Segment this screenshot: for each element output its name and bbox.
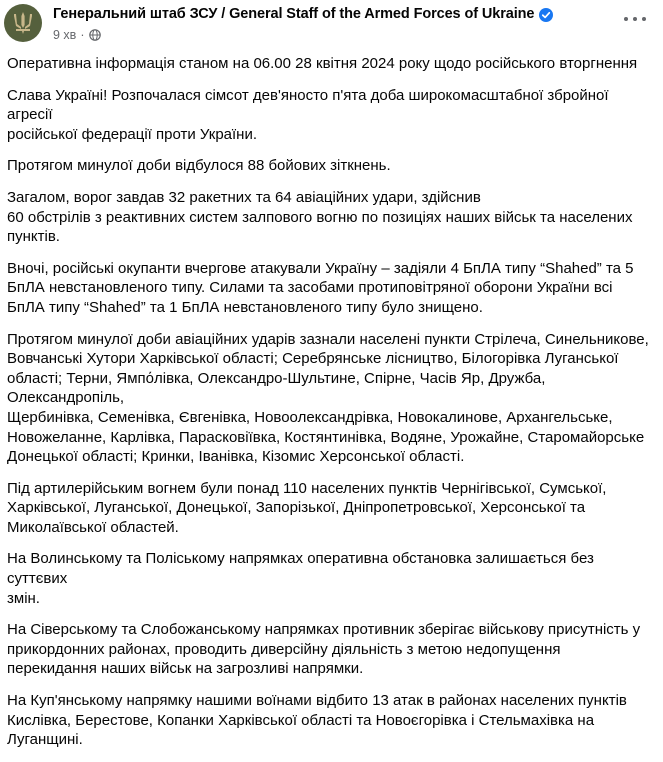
post-line: БпЛА типу “Shahed” та 1 БпЛА невстановленого типу було знищено.: [7, 298, 483, 316]
post-line: Харківської, Луганської, Донецької, Запорізької, Дніпропетровської, Херсонської та: [7, 499, 586, 517]
page-avatar[interactable]: [4, 4, 42, 42]
post-line: області; Терни, Ямпόлівка, Олександро-Шультине, Спірне, Часів Яр, Дружба, Олександропіль,: [7, 369, 546, 407]
meta-separator: ·: [80, 28, 85, 42]
post-line: Новожеланне, Карлівка, Парасковіївка, Костянтинівка, Водяне, Урожайне, Старомайорське: [7, 428, 645, 446]
post-line: Слава Україні! Розпочалася сімсот дев'яносто п'ята доба широкомасштабної збройної агресії: [7, 86, 609, 124]
post-line: Оперативна інформація станом на 06.00 28 квітня 2024 року щодо російського вторгнення: [7, 55, 638, 72]
post-paragraph: [7, 156, 653, 176]
globe-icon: [89, 29, 101, 41]
post-paragraph: [7, 479, 653, 538]
post-line: російської федерації проти України.: [7, 125, 258, 143]
post-line: БпЛА невстановленого типу. Силами та засобами протиповітряної оборони України всі: [7, 279, 613, 297]
post-line: 60 обстрілів з реактивних систем залпового вогню по позиціях наших військ та населених: [7, 208, 633, 226]
post-meta: [53, 28, 101, 42]
post-line: На Куп'янському напрямку нашими воїнами відбито 13 атак в районах населених пунктів: [7, 692, 627, 710]
post-paragraph: [7, 691, 653, 750]
post-line: прикордонних районах, проводить диверсійну діяльність з метою недопущення: [7, 640, 561, 658]
page-name[interactable]: Генеральний штаб ЗСУ / General Staff of the Armed Forces of Ukraine: [53, 6, 535, 22]
post-line: Вночі, російські окупанти вчергове атакували Україну – задіяли 4 БпЛА типу “Shahed” та 5: [7, 259, 634, 277]
post-header: [0, 0, 663, 50]
post-text: [7, 54, 653, 762]
post-line: Протягом минулої доби авіаційних ударів зазнали населені пункти Стрілеча, Синельникове,: [7, 330, 649, 348]
post-paragraph: [7, 54, 653, 74]
post-paragraph: [7, 330, 653, 467]
post-line: Щербинівка, Семенівка, Євгенівка, Новоолександрівка, Новокалинове, Архангельське,: [7, 408, 613, 426]
trident-emblem-icon: [11, 10, 35, 36]
post-line: змін.: [7, 589, 40, 607]
post-line: Загалом, ворог завдав 32 ракетних та 64 авіаційних удари, здійснив: [7, 188, 481, 206]
post-line: Протягом минулої доби відбулося 88 бойових зіткнень.: [7, 157, 391, 175]
post-time[interactable]: 9 хв: [53, 28, 77, 42]
post-line: пунктів.: [7, 228, 60, 246]
post-line: На Сіверському та Слобожанському напрямках противник зберігає військову присутність у: [7, 621, 641, 639]
post-paragraph: [7, 549, 653, 608]
post-line: перекидання наших військ на загрозливі напрямки.: [7, 660, 364, 678]
post-line: Вовчанські Хутори Харківської області; Серебрянське лісництво, Білогорівка Луганської: [7, 350, 619, 368]
post-line: Миколаївської областей.: [7, 518, 179, 536]
verified-badge-icon: [539, 8, 553, 22]
post-line: На Волинському та Поліському напрямках оперативна обстановка залишається без суттєвих: [7, 550, 594, 588]
post-line: Під артилерійським вогнем були понад 110 населених пунктів Чернігівської, Сумської,: [7, 479, 607, 497]
post-line: Луганщині.: [7, 731, 83, 749]
more-options-icon[interactable]: [624, 14, 646, 24]
post-paragraph: [7, 259, 653, 318]
post-paragraph: [7, 86, 653, 145]
post-line: Донецької області; Кринки, Іванівка, Кізомис Херсонської області.: [7, 448, 465, 466]
post-paragraph: [7, 188, 653, 247]
post-paragraph: [7, 620, 653, 679]
post-line: Кислівка, Берестове, Копанки Харківської області та Новоєгорівка і Стельмахівка на: [7, 711, 595, 729]
